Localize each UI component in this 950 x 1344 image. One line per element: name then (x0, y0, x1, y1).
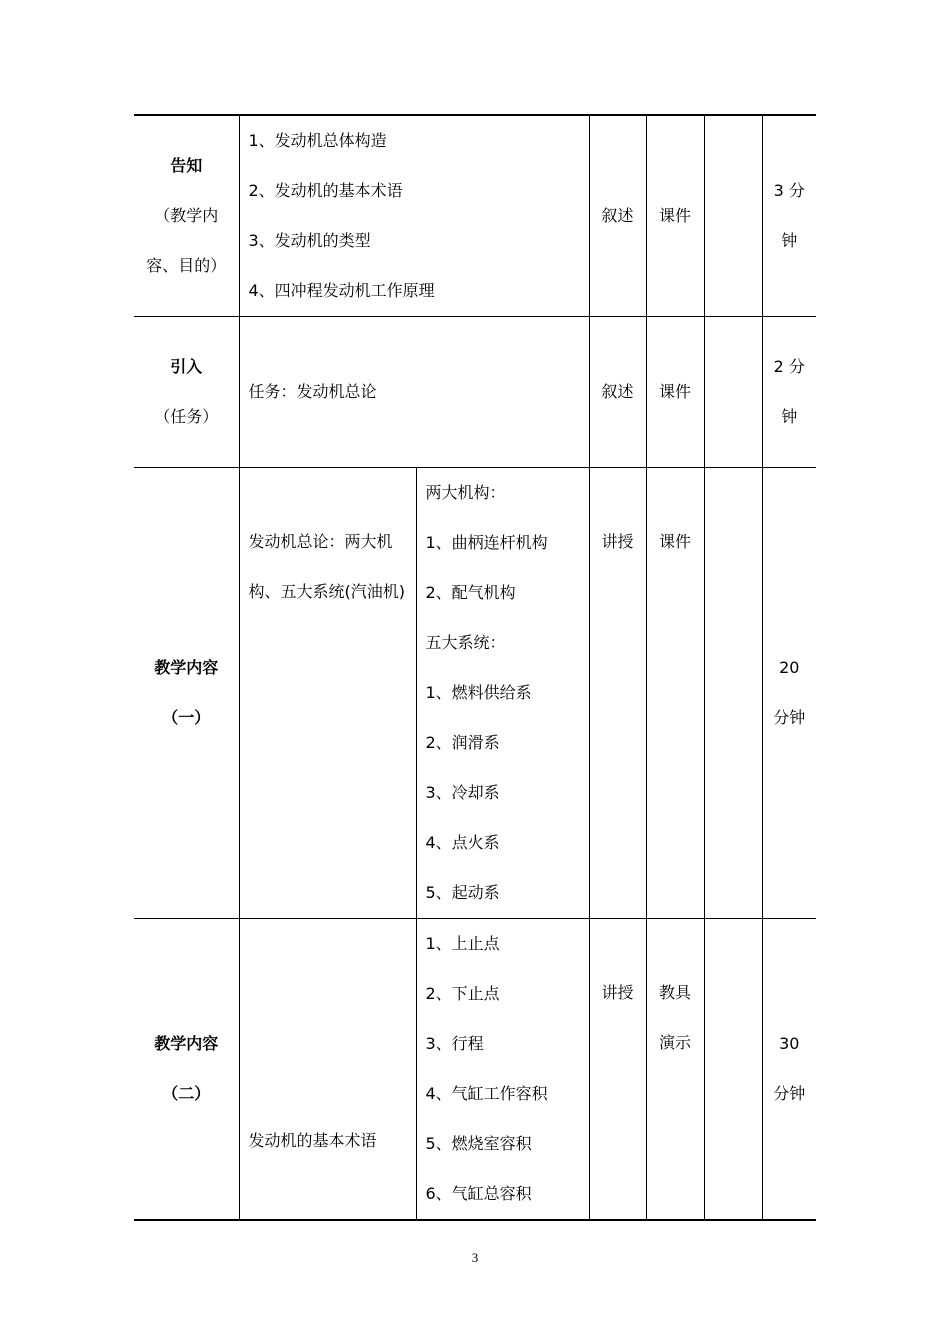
method-cell (589, 317, 646, 468)
media-cell (646, 919, 704, 1221)
row-label-line: （教学内 (154, 206, 219, 225)
method-cell (589, 468, 646, 919)
detail-line: 4、气缸工作容积 (425, 1084, 548, 1103)
time-text: 3 分 (773, 181, 805, 200)
detail-line: 1、燃料供给系 (425, 683, 532, 702)
topic-line: 发动机总论：两大机 (248, 532, 393, 551)
detail-cell (416, 919, 589, 1221)
method-cell (589, 919, 646, 1221)
time-text: 分钟 (773, 708, 806, 727)
empty-cell (704, 317, 762, 468)
detail-line: 五大系统： (425, 633, 506, 652)
detail-line: 1、上止点 (425, 934, 500, 953)
table-row (134, 468, 816, 919)
row-label-title: （二） (162, 1084, 211, 1103)
topic-line: 发动机的基本术语 (248, 1131, 377, 1150)
detail-line: 3、行程 (425, 1034, 484, 1053)
method-text: 叙述 (601, 382, 634, 401)
method-text: 讲授 (601, 532, 634, 551)
detail-cell (416, 468, 589, 919)
time-text: 20 (779, 658, 800, 677)
table-row (134, 317, 816, 468)
media-text: 课件 (658, 382, 691, 401)
media-text: 课件 (658, 532, 691, 551)
time-cell (762, 919, 816, 1221)
row-label (134, 115, 239, 317)
method-text: 讲授 (601, 983, 634, 1002)
content-cell (239, 317, 589, 468)
media-cell (646, 468, 704, 919)
topic-line: 构、五大系统(汽油机) (248, 582, 405, 601)
lesson-plan-table (134, 114, 816, 1221)
row-label (134, 317, 239, 468)
content-line: 3、发动机的类型 (248, 231, 371, 250)
detail-line: 2、配气机构 (425, 583, 516, 602)
topic-cell (239, 468, 416, 919)
time-text: 2 分 (773, 357, 805, 376)
table-row (134, 919, 816, 1221)
row-label-title: 教学内容 (154, 1034, 219, 1053)
content-line: 2、发动机的基本术语 (248, 181, 403, 200)
time-text: 30 (779, 1034, 800, 1053)
time-cell (762, 115, 816, 317)
page-number: 3 (471, 1250, 479, 1265)
content-line: 4、四冲程发动机工作原理 (248, 281, 435, 300)
time-cell (762, 317, 816, 468)
media-cell (646, 317, 704, 468)
row-label-line: 容、目的） (146, 256, 227, 275)
detail-line: 2、下止点 (425, 984, 500, 1003)
time-cell (762, 468, 816, 919)
row-label-title: 告知 (170, 156, 203, 175)
detail-line: 5、燃烧室容积 (425, 1134, 532, 1153)
time-text: 钟 (781, 231, 798, 250)
row-label-line: （任务） (154, 407, 219, 426)
detail-line: 4、点火系 (425, 833, 500, 852)
row-label (134, 919, 239, 1221)
detail-line: 3、冷却系 (425, 783, 500, 802)
media-text: 教具 (658, 983, 691, 1002)
time-text: 钟 (781, 407, 798, 426)
detail-line: 1、曲柄连杆机构 (425, 533, 548, 552)
content-line: 1、发动机总体构造 (248, 131, 387, 150)
content-line: 任务：发动机总论 (248, 382, 377, 401)
empty-cell (704, 115, 762, 317)
row-label-title: 引入 (170, 357, 203, 376)
row-label (134, 468, 239, 919)
media-text: 课件 (658, 206, 691, 225)
empty-cell (704, 468, 762, 919)
method-cell (589, 115, 646, 317)
detail-line: 两大机构： (425, 483, 506, 502)
media-cell (646, 115, 704, 317)
row-label-title: 教学内容 (154, 658, 219, 677)
row-label-title: （一） (162, 708, 211, 727)
detail-line: 5、起动系 (425, 883, 500, 902)
method-text: 叙述 (601, 206, 634, 225)
content-cell (239, 115, 589, 317)
detail-line: 2、润滑系 (425, 733, 500, 752)
media-text: 演示 (658, 1033, 691, 1052)
table-row (134, 115, 816, 317)
topic-cell (239, 919, 416, 1221)
time-text: 分钟 (773, 1084, 806, 1103)
empty-cell (704, 919, 762, 1221)
detail-line: 6、气缸总容积 (425, 1184, 532, 1203)
